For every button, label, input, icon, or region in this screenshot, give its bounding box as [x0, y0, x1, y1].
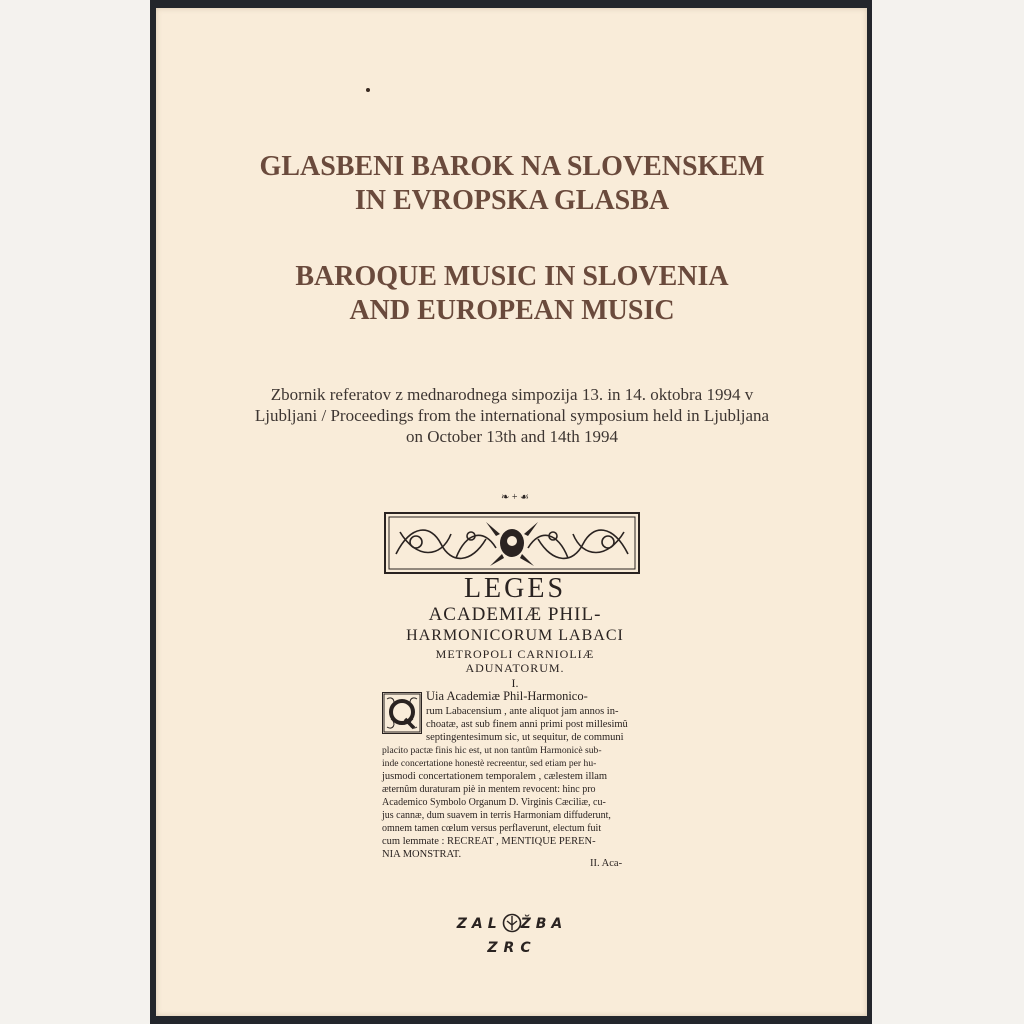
title-sl-line-2: IN EVROPSKA GLASBA: [354, 185, 670, 216]
title-slovenian: [0, 150, 1024, 218]
subtitle-line-3: on October 13th and 14th 1994: [406, 427, 618, 446]
paper-speck: [366, 88, 370, 92]
body-line: jusmodi concertationem temporalem , cælestem illam: [382, 771, 608, 782]
subtitle-line-1: Zbornik referatov z mednarodnega simpozija 13. in 14. oktobra 1994 v: [270, 385, 754, 404]
body-line: NIA MONSTRAT.: [382, 849, 462, 860]
floral-ornament-icon: [386, 514, 638, 572]
title-en-line-2: AND EUROPEAN MUSIC: [349, 295, 675, 326]
subtitle: [0, 384, 1024, 447]
facsimile-line-3: METROPOLI CARNIOLIÆ: [435, 647, 595, 661]
body-line: cum lemmate : RECREAT , MENTIQUE PEREN-: [382, 836, 596, 847]
facsimile-heading: LEGES: [463, 573, 567, 604]
body-line: inde concertatione honestè recreentur, sed etiam per hu-: [382, 758, 597, 769]
body-line: septingentesimum sic, ut sequitur, de communi: [426, 732, 624, 743]
historical-document-facsimile: [380, 492, 650, 882]
body-line: jus cannæ, dum suavem in terris Harmoniam diffuderunt,: [382, 810, 611, 821]
body-line: placito pactæ finis hic est, ut non tantûm Harmonicè sub-: [382, 745, 602, 756]
publisher-emblem-icon: [502, 913, 522, 933]
ornamental-headpiece: [384, 512, 640, 574]
title-english: [0, 260, 1024, 328]
title-sl-line-1: GLASBENI BAROK NA SLOVENSKEM: [259, 151, 765, 182]
facsimile-line-1: ACADEMIÆ PHIL-: [428, 604, 602, 625]
facsimile-section-number: I.: [511, 676, 519, 690]
body-line: Academico Symbolo Organum D. Virginis Cæciliæ, cu-: [382, 797, 606, 808]
decorated-initial: [382, 692, 422, 734]
title-en-line-1: BAROQUE MUSIC IN SLOVENIA: [295, 261, 729, 292]
body-line: choatæ, ast sub finem anni primi post millesimû: [426, 719, 628, 730]
fleuron: ❧ + ☙: [501, 492, 529, 503]
body-line: omnem tamen cœlum versus perflaverunt, electum fuit: [382, 823, 602, 834]
catchword: II. Aca-: [590, 858, 623, 869]
facsimile-line-2: HARMONICORUM LABACI: [406, 627, 624, 644]
subtitle-line-2: Ljubljani / Proceedings from the international symposium held in Ljubljana: [254, 406, 770, 425]
body-line: rum Labacensium , ante aliquot jam annos in-: [426, 706, 619, 717]
facsimile-line-4: ADUNATORUM.: [465, 661, 565, 675]
body-line: Uia Academiæ Phil-Harmonico-: [426, 689, 588, 703]
body-line: æternûm duraturam piè in mentem revocent: hinc pro: [382, 784, 596, 795]
publisher-logo-line-2: ZRC: [487, 940, 537, 956]
decorated-initial-q-icon: [383, 693, 421, 733]
publisher-logo-line-1: ZAL ŽBA: [456, 916, 568, 932]
